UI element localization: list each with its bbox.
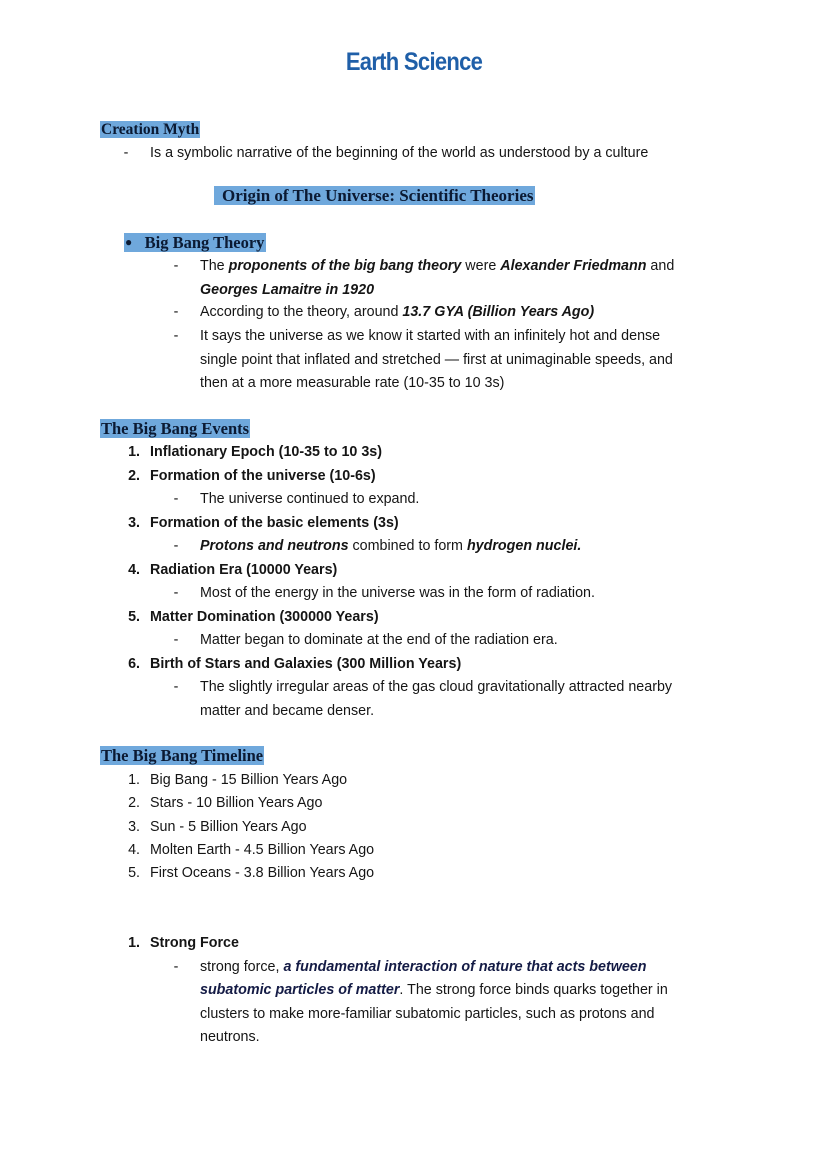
dash-icon: - — [173, 958, 179, 975]
forces-list — [120, 932, 740, 1050]
dash-icon: - — [173, 538, 179, 554]
list-item: 5. First Oceans - 3.8 Billion Years Ago — [128, 865, 375, 882]
list-item: 1. Strong Force — [128, 935, 239, 951]
section-heading-creation-myth: Creation Myth — [101, 121, 200, 138]
list-item: 3. Sun - 5 Billion Years Ago — [128, 818, 307, 835]
list-item: - It says the universe as we know it started with an infinitely hot and dense single point that inflated and stretched — first at unimaginable speeds, and then at a more measurable rate (10-35 to 10 3s) — [170, 325, 730, 396]
dash-icon: - — [173, 328, 179, 344]
dash-icon: - — [123, 145, 129, 161]
dash-icon: - — [173, 679, 179, 695]
section-heading-big-bang-theory: ● Big Bang Theory — [125, 233, 265, 252]
list-subitem: - Matter began to dominate at the end of the radiation era. — [120, 629, 740, 653]
list-item: 1. Inflationary Epoch (10-35 to 10 3s) — [128, 444, 382, 460]
list-item: - The proponents of the big bang theory were Alexander Friedmann and Georges Lamaitre in 1920 — [170, 255, 730, 302]
list-item: 2. Formation of the universe (10-6s) — [128, 467, 376, 484]
list-item: - According to the theory, around 13.7 GYA (Billion Years Ago) — [170, 301, 730, 325]
list-subitem: - The universe continued to expand. — [120, 488, 740, 512]
bullet-icon: ● — [125, 235, 133, 249]
section-heading-origin: Origin of The Universe: Scientific Theories — [214, 185, 535, 207]
section-heading-timeline: The Big Bang Timeline — [101, 746, 264, 765]
dash-icon: - — [173, 632, 179, 648]
list-subitem: - Protons and neutrons combined to form hydrogen nuclei. — [120, 535, 740, 559]
list-subitem: - strong force, a fundamental interaction of nature that acts between subatomic particles of matter. The strong force binds quarks together in clusters to make more-familiar subatomic particles, such as protons and neutrons. — [120, 956, 740, 1050]
timeline-list — [120, 769, 620, 885]
dash-icon: - — [173, 258, 179, 274]
section-heading-events: The Big Bang Events — [101, 419, 250, 438]
list-item: 5. Matter Domination (300000 Years) — [128, 608, 379, 625]
list-subitem: - The slightly irregular areas of the gas cloud gravitationally attracted nearby matter and became denser. — [120, 676, 740, 723]
dash-icon: - — [173, 304, 179, 320]
list-item: 2. Stars - 10 Billion Years Ago — [128, 795, 323, 812]
list-item: 3. Formation of the basic elements (3s) — [128, 514, 399, 531]
list-item: 6. Birth of Stars and Galaxies (300 Million Years) — [128, 655, 462, 672]
page-title: Earth Science — [345, 48, 483, 76]
dash-icon: - — [173, 585, 179, 601]
list-item: 4. Radiation Era (10000 Years) — [128, 561, 338, 578]
list-item: 4. Molten Earth - 4.5 Billion Years Ago — [128, 841, 375, 858]
list-subitem: - Most of the energy in the universe was in the form of radiation. — [120, 582, 740, 606]
events-list — [120, 441, 740, 723]
list-item: 1. Big Bang - 15 Billion Years Ago — [128, 772, 348, 788]
dash-icon: - — [173, 491, 179, 507]
